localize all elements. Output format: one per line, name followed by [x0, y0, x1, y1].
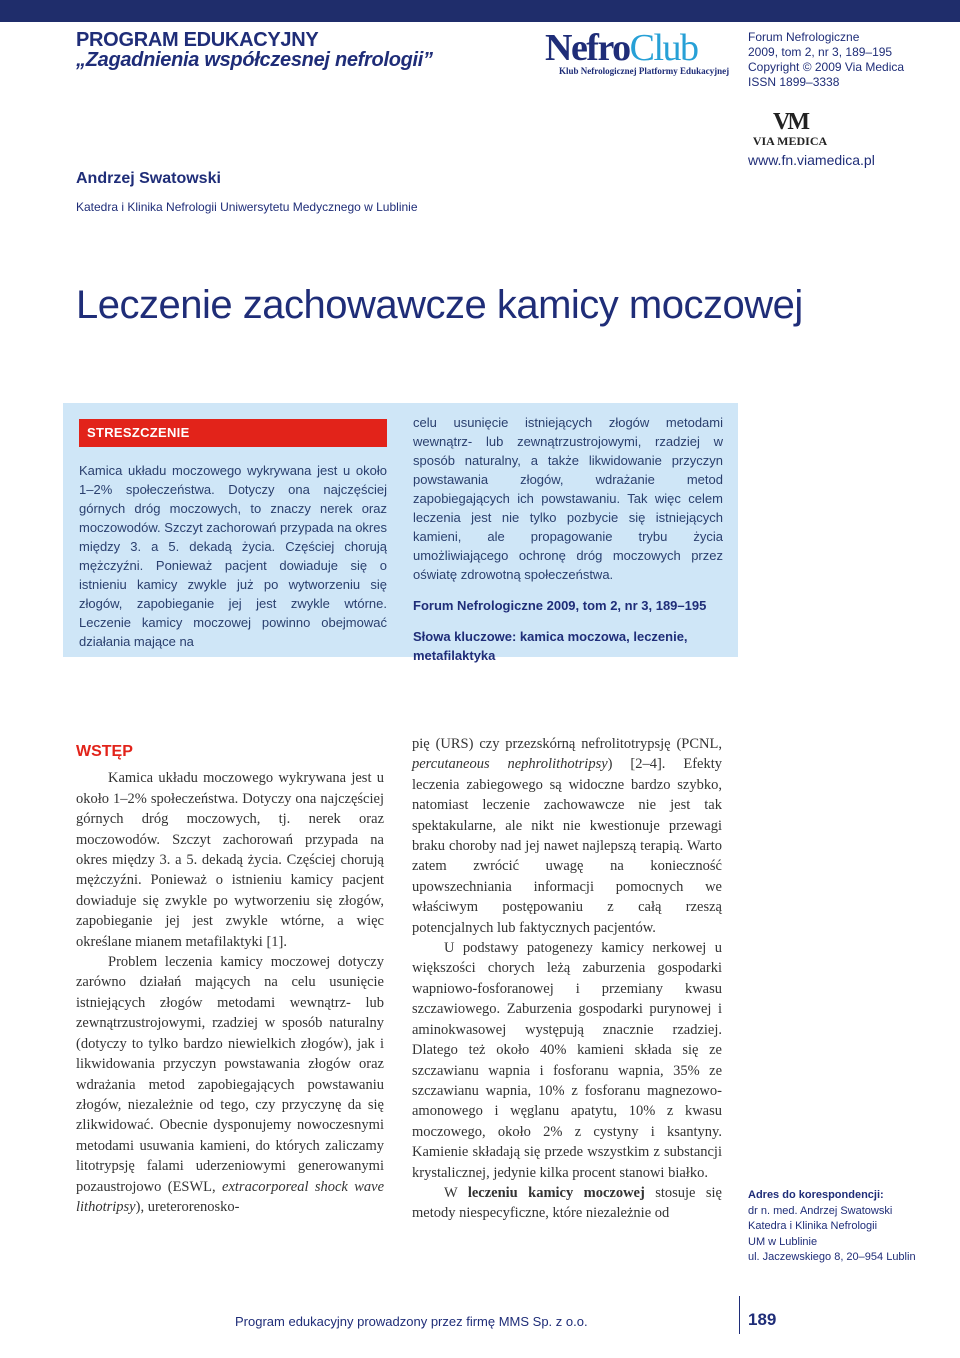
body-text: Problem leczenia kamicy moczowej dotyczy zarówno działań mających na celu usunięcie istniejących złogów metodami wewnątrz- lub zewnątrzustrojowymi, rzadziej w sposób naturalny (dotyczy to tylko bardzo niewielkich złogów), jak i likwidowania przyczyn powstawania złogów oraz wdrażania metod zapobiegających powstawaniu złogów, niezależnie od tego, czy przyczynę da się zlikwidować. Obecnie dysponujemy nowoczesnymi metodami usuwania kamieni, do których zaliczamy litotrypsję falami uderzeniowymi generowanymi pozaustrojowo (ESWL,: [76, 954, 384, 1195]
correspondence-line: UM w Lublinie: [748, 1235, 818, 1248]
body-italic-term: percutaneous nephrolithotripsy: [412, 756, 608, 773]
body-text: W: [444, 1184, 468, 1201]
body-text: ), ureterorenosko-: [135, 1198, 240, 1215]
body-column-right: [412, 734, 722, 1224]
abstract-heading: STRESZCZENIE: [79, 419, 387, 447]
body-text: ) [2–4]. Efekty leczenia zabiegowego są widoczne bardzo szybko, natomiast leczenie zachowawcze nie jest tak spektakularne, ale nikt nie kwestionuje przewagi braku choroby nad jej nawet najlepszą terapią. Warto zatem zwrócić uwagę na konieczność upowszechniania informacji pomocnych we właściwym postępowaniu z całą rzeszą potencjalnych lub faktycznych pacjentów.: [412, 756, 722, 936]
abstract-left-column: [79, 419, 387, 651]
correspondence-heading: Adres do korespondencji:: [748, 1189, 884, 1201]
body-paragraph: U podstawy patogenezy kamicy nerkowej u większości chorych leżą zaburzenia gospodarki wapniowo-fosforanowej i przemiany kwasu szczawiowego. Zaburzenia gospodarki purynowej i aminokwasowej występują znacznie rzadziej. Dlatego też około 40% kamieni składa się ze szczawianu wapnia i fosforanu wapnia, 35% ze szczawianu wapnia, 10% z fosforanu magnezowo-amonowego i węglanu apatytu, 10% z kwasu moczowego, około 2% z cystyny i ksantyny. Kamienie składają się przede wszystkim z substancji krystalicznej, jedynie kilka procent stanowi białko.: [412, 940, 722, 1181]
footer-text: Program edukacyjny prowadzony przez firmę MMS Sp. z o.o.: [235, 1314, 588, 1329]
body-text: stosuje się metody niespecyficzne, które niezależnie od: [412, 1184, 722, 1222]
program-header: [76, 30, 466, 70]
abstract-right-column: [413, 413, 723, 665]
program-title: PROGRAM EDUKACYJNY: [76, 29, 319, 51]
body-paragraph: [76, 952, 384, 1217]
body-paragraph: [412, 734, 722, 938]
via-medica-text: VIA MEDICA: [752, 134, 828, 148]
abstract-keywords: Słowa kluczowe: kamica moczowa, leczenie, metafilaktyka: [413, 629, 688, 663]
correspondence-address: [748, 1188, 938, 1266]
journal-info: [748, 30, 958, 90]
abstract-citation: Forum Nefrologiczne 2009, tom 2, nr 3, 189–195: [413, 598, 707, 613]
body-paragraph: Kamica układu moczowego wykrywana jest u około 1–2% społeczeństwa. Dotyczy ona najczęściej górnych dróg moczowych, tj. nerek oraz moczowodów. Szczyt zachorowań przypada na okres między 3. a 5. dekadą życia. Częściej chorują mężczyźni. Ponieważ o istnieniu kamicy pacjent dowiaduje się zwykle po wytworzeniu się złogów, zapobieganie jej jest zwykle wtórne, a więc określane mianem metafilaktyki [1].: [76, 770, 384, 950]
via-medica-logo: [745, 110, 835, 150]
body-column-left: [76, 742, 384, 1217]
body-paragraph: [412, 1183, 722, 1224]
correspondence-line: dr n. med. Andrzej Swatowski: [748, 1204, 893, 1217]
author-affiliation: Katedra i Klinika Nefrologii Uniwersytetu Medycznego w Lublinie: [76, 200, 418, 214]
journal-copyright: Copyright © 2009 Via Medica: [748, 60, 905, 74]
body-italic-term: extracorporeal shock wave lithotripsy: [76, 1178, 385, 1215]
top-banner-bar: [0, 0, 960, 22]
nefro-club-logo: [545, 28, 730, 78]
journal-name: Forum Nefrologiczne: [748, 30, 860, 44]
page-number: 189: [748, 1310, 777, 1329]
abstract-text-right: celu usunięcie istniejących złogów metodami wewnątrz- lub zewnątrzustrojowymi, rzadziej w sposób naturalny, a także likwidowanie przyczyn powstawania złogów, wdrażanie metod zapobiegających ich powstawaniu. Tak więc celem leczenia jest nie tylko pozbycie się istniejących kamieni, ale propagowanie trybu życia umożliwiającego ochronę dróg moczowych przez oświatę zdrowotną społeczeństwa.: [413, 415, 723, 582]
author-name: Andrzej Swatowski: [76, 170, 221, 187]
journal-issue: 2009, tom 2, nr 3, 189–195: [748, 45, 893, 59]
section-heading: WSTĘP: [76, 743, 133, 760]
logo-subtitle: Klub Nefrologicznej Platformy Edukacyjnej: [559, 66, 730, 76]
correspondence-line: ul. Jaczewskiego 8, 20–954 Lublin: [748, 1251, 916, 1263]
abstract-box: [63, 403, 738, 663]
abstract-text-left: Kamica układu moczowego wykrywana jest u około 1–2% społeczeństwa. Dotyczy ona najczęściej górnych dróg moczowych, to znaczy nerek oraz moczowodów. Szczyt zachorowań przypada na okres między 3. a 5. dekadą życia. Częściej chorują mężczyźni. Ponieważ pacjent dowiaduje się o istnieniu kamicy zwykle już po wytworzeniu się złogów, zapobieganie jej jest zwykle wtórne. Leczenie kamicy moczowej powinno obejmować działania mające na: [79, 463, 387, 649]
footer-divider: [739, 1296, 740, 1334]
body-text: pię (URS) czy przezskórną nefrolitotrypsję (PCNL,: [412, 736, 722, 752]
body-bold-term: leczeniu kamicy moczowej: [467, 1184, 645, 1201]
article-title: Leczenie zachowawcze kamicy moczowej: [76, 283, 803, 327]
logo-name-nefro: Nefro: [545, 27, 630, 69]
journal-url[interactable]: www.fn.viamedica.pl: [748, 152, 875, 168]
logo-name-club: Club: [629, 27, 698, 69]
correspondence-line: Katedra i Klinika Nefrologii: [748, 1220, 878, 1232]
via-medica-mark: VM: [773, 109, 807, 135]
program-subtitle: „Zagadnienia współczesnej nefrologii”: [76, 49, 433, 71]
journal-issn: ISSN 1899–3338: [748, 75, 840, 89]
